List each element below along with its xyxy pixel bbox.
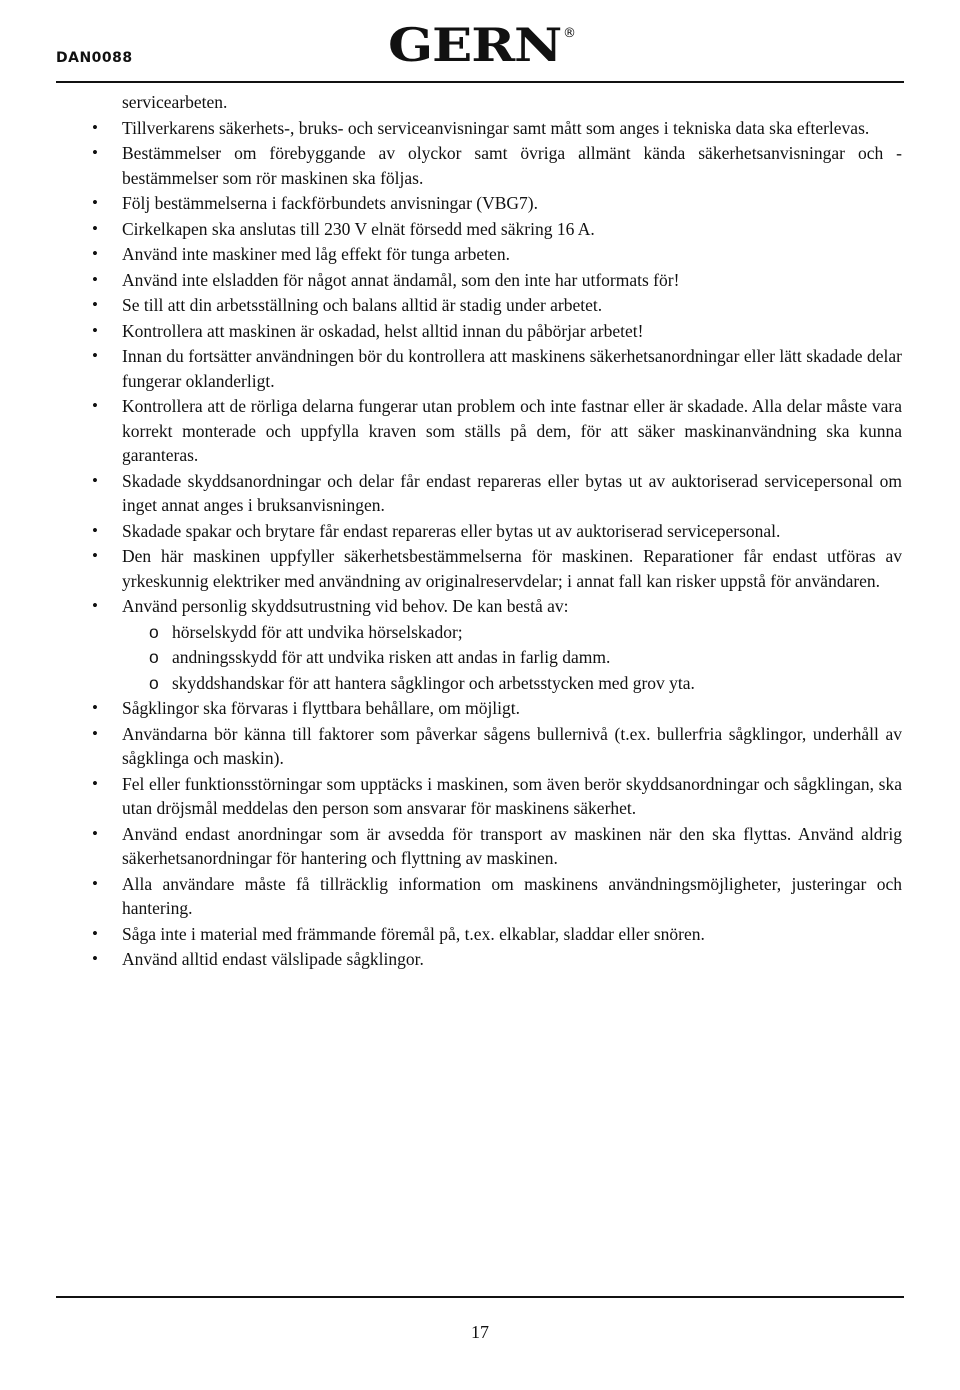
bullet-text: Den här maskinen uppfyller säkerhetsbestämmelserna för maskinen. Reparationer får endast utföras av yrkeskunnig elektriker med användning av originalreservdelar; i annat fall kan risker uppstå för användaren. [122, 546, 902, 591]
bullet-text: Tillverkarens säkerhets-, bruks- och serviceanvisningar samt mått som anges i tekniska data ska efterlevas. [122, 117, 870, 138]
bullet-text: Använd endast anordningar som är avsedda för transport av maskinen när den ska flyttas. Använd aldrig säkerhetsanordningar för hantering och flyttning av maskinen. [122, 823, 902, 868]
bullet-icon: • [92, 269, 98, 289]
document-code: DAN0088 [56, 50, 133, 66]
circle-bullet-icon: o [149, 647, 159, 667]
bullet-text: Använd alltid endast välslipade sågklingor. [122, 949, 424, 969]
bullet-icon: • [92, 244, 98, 263]
bullet-text: Såga inte i material med främmande föremål på, t.ex. elkablar, sladdar eller snören. [122, 923, 705, 944]
bullet-icon: • [92, 546, 98, 565]
bullet-text: Kontrollera att de rörliga delarna fungerar utan problem och inte fastnar eller är skadade. Alla delar måste vara korrekt monterade och uppfylla kraven som ställs på dem, för att säker maskinanvändning ska kunna garanteras. [122, 396, 902, 465]
bullet-item [92, 947, 902, 972]
bullet-icon: • [92, 193, 98, 212]
bullet-item [92, 519, 902, 544]
bullet-icon: • [92, 698, 98, 717]
page-header [0, 0, 960, 90]
circle-bullet-icon: o [149, 672, 159, 693]
bullet-icon: • [92, 723, 98, 743]
ppe-item-text: skyddshandskar för att hantera sågklingor och arbetsstycken med grov yta. [172, 672, 695, 693]
bullet-text: Användarna bör känna till faktorer som påverkar sågens bullernivå (t.ex. bullerfria sågklingor, underhåll av sågklinga och maskin). [122, 723, 902, 768]
bullet-text: Innan du fortsätter användningen bör du kontrollera att maskinens säkerhetsanordningar eller lätt skadade delar fungerar oklanderligt. [122, 346, 902, 391]
bullet-icon: • [92, 923, 98, 943]
bullet-item [92, 696, 902, 721]
bullet-item [92, 394, 902, 468]
ppe-item-text: andningsskydd för att undvika risken att andas in farlig damm. [172, 647, 611, 667]
bullet-text: Kontrollera att maskinen är oskadad, helst alltid innan du påbörjar arbetet! [122, 320, 644, 341]
bullet-icon: • [92, 520, 98, 540]
bullet-list [92, 116, 902, 619]
bullet-item [92, 722, 902, 771]
bullet-item [92, 116, 902, 141]
registered-mark: ® [563, 26, 576, 41]
bullet-icon: • [92, 218, 98, 238]
ppe-item [122, 645, 902, 671]
bullet-icon: • [92, 470, 98, 490]
bullet-item [92, 293, 902, 318]
bullet-text: Följ bestämmelserna i fackförbundets anvisningar (VBG7). [122, 193, 539, 213]
bullet-icon: • [92, 396, 98, 415]
bullet-icon: • [92, 117, 98, 137]
bullet-item [92, 544, 902, 593]
bullet-text: Skadade skyddsanordningar och delar får endast repareras eller bytas ut av auktoriserad servicepersonal om inget annat anges i bruksanvisningen. [122, 470, 902, 515]
gern-logo: GERN [388, 18, 562, 72]
bullet-item [92, 469, 902, 518]
bullet-icon: • [92, 596, 98, 615]
bullet-text: Cirkelkapen ska anslutas till 230 V elnät försedd med säkring 16 A. [122, 218, 595, 239]
continuation-text: servicearbeten. [122, 92, 228, 112]
bullet-item [92, 822, 902, 871]
bullet-icon: • [92, 143, 98, 162]
ppe-item [122, 620, 902, 646]
bullet-text: Sågklingor ska förvaras i flyttbara behållare, om möjligt. [122, 698, 521, 718]
bullet-item [92, 344, 902, 393]
bullet-text: Använd inte elsladden för något annat ändamål, som den inte har utformats för! [122, 269, 680, 290]
bullet-item [92, 872, 902, 921]
bullet-list-continued [92, 696, 902, 972]
bullet-text: Använd personlig skyddsutrustning vid behov. De kan bestå av: [122, 596, 569, 616]
bullet-icon: • [92, 873, 98, 893]
ppe-sublist [122, 620, 902, 697]
bullet-item [92, 217, 902, 242]
bullet-item [92, 268, 902, 293]
bullet-icon: • [92, 295, 98, 314]
bullet-text: Skadade spakar och brytare får endast repareras eller bytas ut av auktoriserad servicepersonal. [122, 520, 781, 541]
bullet-item [92, 191, 902, 216]
bullet-item [92, 772, 902, 821]
bullet-item [92, 141, 902, 190]
bullet-icon: • [92, 949, 98, 968]
bullet-icon: • [92, 823, 98, 843]
bullet-text: Fel eller funktionsstörningar som upptäcks i maskinen, som även berör skyddsanordningar och sågklingan, ska utan dröjsmål meddelas den person som ansvarar för maskinens säkerhet. [122, 773, 902, 818]
bullet-text: Bestämmelser om förebyggande av olyckor samt övriga allmänt kända säkerhetsanvisningar och -bestämmelser som rör maskinen ska följas. [122, 143, 902, 188]
header-divider [56, 81, 904, 83]
bullet-text: Alla användare måste få tillräcklig information om maskinens användningsmöjligheter, justeringar och hantering. [122, 873, 902, 918]
circle-bullet-icon: o [149, 621, 159, 642]
ppe-item-text: hörselskydd för att undvika hörselskador; [172, 621, 463, 642]
footer-divider [56, 1296, 904, 1298]
bullet-icon: • [92, 773, 98, 793]
bullet-text: Se till att din arbetsställning och balans alltid är stadig under arbetet. [122, 295, 603, 315]
bullet-item [92, 242, 902, 267]
bullet-item [92, 319, 902, 344]
bullet-icon: • [92, 346, 98, 365]
page-number: 17 [471, 1322, 489, 1342]
bullet-icon: • [92, 320, 98, 340]
bullet-item [92, 922, 902, 947]
safety-instructions [92, 90, 902, 973]
bullet-text: Använd inte maskiner med låg effekt för tunga arbeten. [122, 244, 510, 264]
bullet-item [92, 594, 902, 619]
ppe-item [122, 671, 902, 697]
